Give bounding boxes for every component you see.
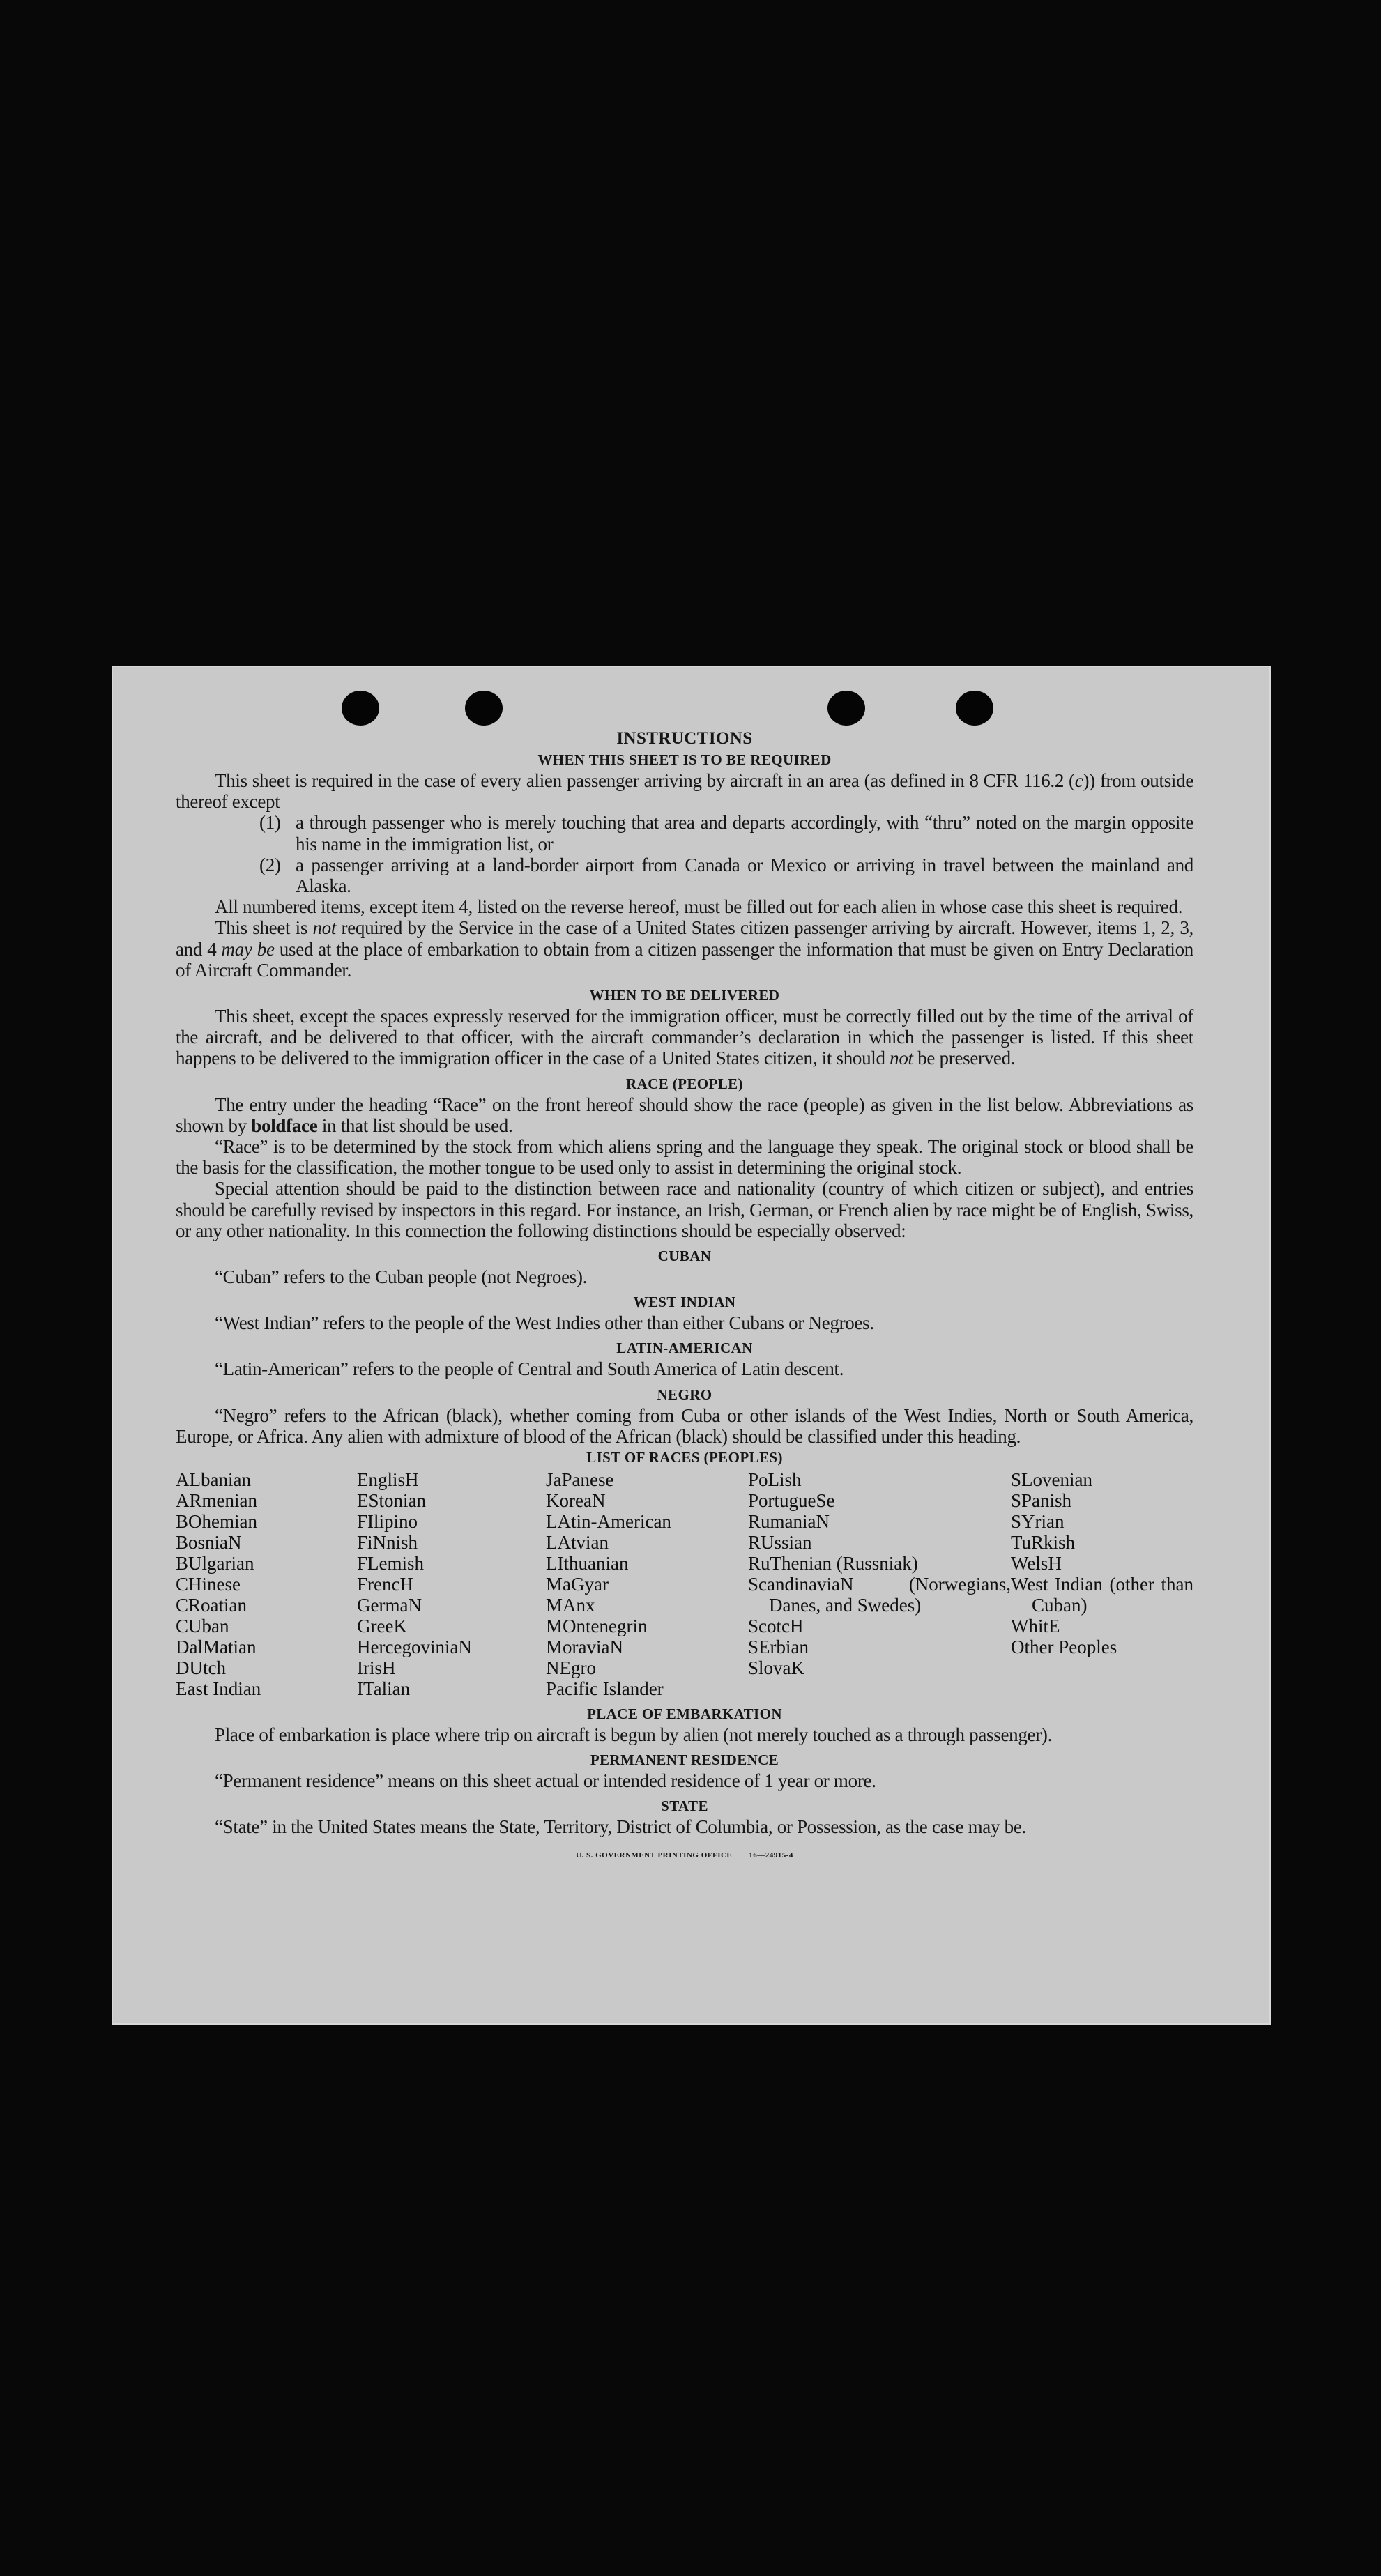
- race-entry: FrencH: [357, 1574, 413, 1595]
- text: not: [312, 917, 337, 939]
- race-entry: BUlgarian: [176, 1553, 254, 1574]
- page-title: INSTRUCTIONS: [616, 729, 753, 748]
- race-entry: CRoatian: [176, 1595, 247, 1616]
- race-entry: BOhemian: [176, 1511, 257, 1533]
- list-item: [176, 854, 1193, 896]
- race-entry: FLemish: [357, 1553, 425, 1574]
- item-number: (2): [259, 854, 281, 875]
- race-entry: ARmenian: [176, 1490, 257, 1512]
- paragraph: “Negro” refers to the African (black), whether coming from Cuba or other islands of the West Indies, North or South America, Europe, or Africa. Any alien with admixture of blood of the African (black) should be classified under this heading.: [176, 1404, 1193, 1447]
- printer-imprint: [176, 1845, 1193, 1866]
- race-list: [176, 1469, 1193, 1699]
- race-entry: East Indian: [176, 1678, 261, 1700]
- race-entry: SYrian: [1011, 1511, 1065, 1533]
- section-heading: PLACE OF EMBARKATION: [587, 1705, 782, 1723]
- race-entry: CUban: [176, 1616, 229, 1637]
- item-text: a through passenger who is merely touching that area and departs accordingly, with “thru” noted on the margin opposite his name in the immigration list, or: [296, 812, 1193, 854]
- race-entry: SLovenian: [1011, 1469, 1092, 1491]
- race-entry: MaGyar: [546, 1574, 609, 1595]
- race-entry: ScandinaviaN (Norwegians, Danes, and Swedes): [748, 1574, 1011, 1616]
- race-entry: RumaniaN: [748, 1511, 830, 1533]
- punch-hole: [827, 691, 865, 726]
- text: not: [890, 1048, 913, 1069]
- punch-hole: [956, 691, 993, 726]
- race-entry: EnglisH: [357, 1469, 419, 1491]
- race-entry: SPanish: [1011, 1490, 1072, 1512]
- race-entry: PoLish: [748, 1469, 802, 1491]
- race-entry: WhitE: [1011, 1616, 1060, 1637]
- race-entry: Pacific Islander: [546, 1678, 664, 1700]
- race-entry: KoreaN: [546, 1490, 606, 1512]
- race-column: [1011, 1469, 1193, 1699]
- race-entry: RuThenian (Russniak): [748, 1553, 918, 1574]
- race-entry: DalMatian: [176, 1636, 257, 1658]
- list-item: [176, 812, 1193, 854]
- race-entry: FIlipino: [357, 1511, 418, 1533]
- section-heading: WHEN THIS SHEET IS TO BE REQUIRED: [537, 751, 832, 768]
- race-entry: MAnx: [546, 1595, 595, 1616]
- race-entry: SErbian: [748, 1636, 809, 1658]
- paragraph: “West Indian” refers to the people of the West Indies other than either Cubans or Negroes.: [215, 1312, 874, 1334]
- race-entry: NEgro: [546, 1657, 596, 1679]
- text: in that list should be used.: [317, 1114, 513, 1136]
- race-entry: LAtvian: [546, 1532, 609, 1554]
- paragraph: “Cuban” refers to the Cuban people (not Negroes).: [215, 1266, 588, 1288]
- printer-name: U. S. GOVERNMENT PRINTING OFFICE: [576, 1850, 733, 1860]
- section-heading: PERMANENT RESIDENCE: [590, 1751, 779, 1769]
- race-entry: BosniaN: [176, 1532, 242, 1554]
- race-entry: ScotcH: [748, 1616, 804, 1637]
- section-heading: LATIN-AMERICAN: [616, 1340, 753, 1357]
- race-entry: GreeK: [357, 1616, 407, 1637]
- race-entry: PortugueSe: [748, 1490, 835, 1512]
- text: )) from outside thereof except: [176, 770, 1194, 813]
- text: used at the place of embarkation to obtain from a citizen passenger the information that must be given on Entry Declaration of Aircraft Commander.: [176, 938, 1194, 981]
- section-heading: STATE: [661, 1797, 708, 1815]
- race-entry: CHinese: [176, 1574, 241, 1595]
- document-body: [176, 728, 1193, 1866]
- race-column: [748, 1469, 1011, 1699]
- text: This sheet is required in the case of every alien passenger arriving by aircraft in an area (as defined in 8 CFR 116.2 (: [215, 770, 1075, 791]
- race-entry: GermaN: [357, 1595, 422, 1616]
- paragraph: “Latin-American” refers to the people of Central and South America of Latin descent.: [215, 1358, 844, 1380]
- section-heading: NEGRO: [657, 1386, 712, 1403]
- paragraph: Place of embarkation is place where trip on aircraft is begun by alien (not merely touched as a through passenger).: [215, 1724, 1053, 1746]
- section-heading: WEST INDIAN: [633, 1294, 736, 1311]
- race-entry: TuRkish: [1011, 1532, 1076, 1554]
- race-entry: IrisH: [357, 1657, 396, 1679]
- race-entry: EStonian: [357, 1490, 426, 1512]
- text: c: [1074, 770, 1083, 791]
- race-entry: SlovaK: [748, 1657, 804, 1679]
- race-entry: RUssian: [748, 1532, 812, 1554]
- section-heading: LIST OF RACES (PEOPLES): [586, 1449, 783, 1466]
- paragraph: [176, 1006, 1193, 1069]
- race-entry: Other Peoples: [1011, 1636, 1117, 1658]
- item-text: a passenger arriving at a land-border airport from Canada or Mexico or arriving in travel between the mainland and Alaska.: [296, 854, 1193, 897]
- paragraph: “Permanent residence” means on this sheet actual or intended residence of 1 year or more.: [215, 1770, 876, 1792]
- form-code: 16—24915-4: [749, 1850, 793, 1860]
- section-heading: CUBAN: [657, 1248, 712, 1265]
- race-entry: West Indian (other than Cuban): [1011, 1574, 1193, 1616]
- section-heading: RACE (PEOPLE): [626, 1075, 743, 1092]
- punch-hole: [342, 691, 379, 726]
- paragraph: [176, 1094, 1193, 1136]
- text: The entry under the heading “Race” on the front hereof should show the race (people) as given in the list below. Abbreviations as shown by: [176, 1094, 1193, 1136]
- paragraph: [176, 917, 1193, 981]
- text: be preserved.: [913, 1048, 1016, 1069]
- text: This sheet, except the spaces expressly reserved for the immigration officer, must be correctly filled out by the time of the arrival of the aircraft, and be delivered to that officer, with the aircraft commander’s declaration in which the passenger is listed. If this sheet happens to be delivered to the immigration officer in the case of a United States citizen, it should: [176, 1006, 1193, 1069]
- race-entry: WelsH: [1011, 1553, 1062, 1574]
- race-entry: MOntenegrin: [546, 1616, 648, 1637]
- paragraph: [176, 770, 1193, 812]
- race-entry: FiNnish: [357, 1532, 418, 1554]
- race-column: [546, 1469, 748, 1699]
- race-entry: LAtin-American: [546, 1511, 671, 1533]
- paragraph: Special attention should be paid to the distinction between race and nationality (country of which citizen or subject), and entries should be carefully revised by inspectors in this regard. For instance, an Irish, German, or French alien by race might be of English, Swiss, or any other nationality. In this connection the following distinctions should be especially observed:: [176, 1178, 1193, 1241]
- text: required by the Service in the case of a United States citizen passenger arriving by aircraft. However, items 1, 2, 3, and 4: [176, 917, 1193, 960]
- race-entry: ITalian: [357, 1678, 411, 1700]
- paragraph: All numbered items, except item 4, listed on the reverse hereof, must be filled out for each alien in whose case this sheet is required.: [215, 896, 1183, 918]
- race-column: [357, 1469, 546, 1699]
- punch-hole: [465, 691, 503, 726]
- section-heading: WHEN TO BE DELIVERED: [589, 987, 780, 1004]
- race-entry: LIthuanian: [546, 1553, 629, 1574]
- race-entry: HercegoviniaN: [357, 1636, 472, 1658]
- item-number: (1): [259, 812, 281, 834]
- race-column: [176, 1469, 357, 1699]
- instruction-sheet: [112, 666, 1271, 2025]
- text: may be: [221, 938, 275, 960]
- text: This sheet is: [215, 917, 313, 939]
- text: boldface: [251, 1114, 318, 1136]
- race-entry: MoraviaN: [546, 1636, 623, 1658]
- race-entry: JaPanese: [546, 1469, 614, 1491]
- race-entry: DUtch: [176, 1657, 226, 1679]
- paragraph: “State” in the United States means the State, Territory, District of Columbia, or Possession, as the case may be.: [215, 1816, 1026, 1838]
- race-entry: ALbanian: [176, 1469, 251, 1491]
- paragraph: “Race” is to be determined by the stock from which aliens spring and the language they speak. The original stock or blood shall be the basis for the classification, the mother tongue to be used only to assist in determining the original stock.: [176, 1136, 1193, 1179]
